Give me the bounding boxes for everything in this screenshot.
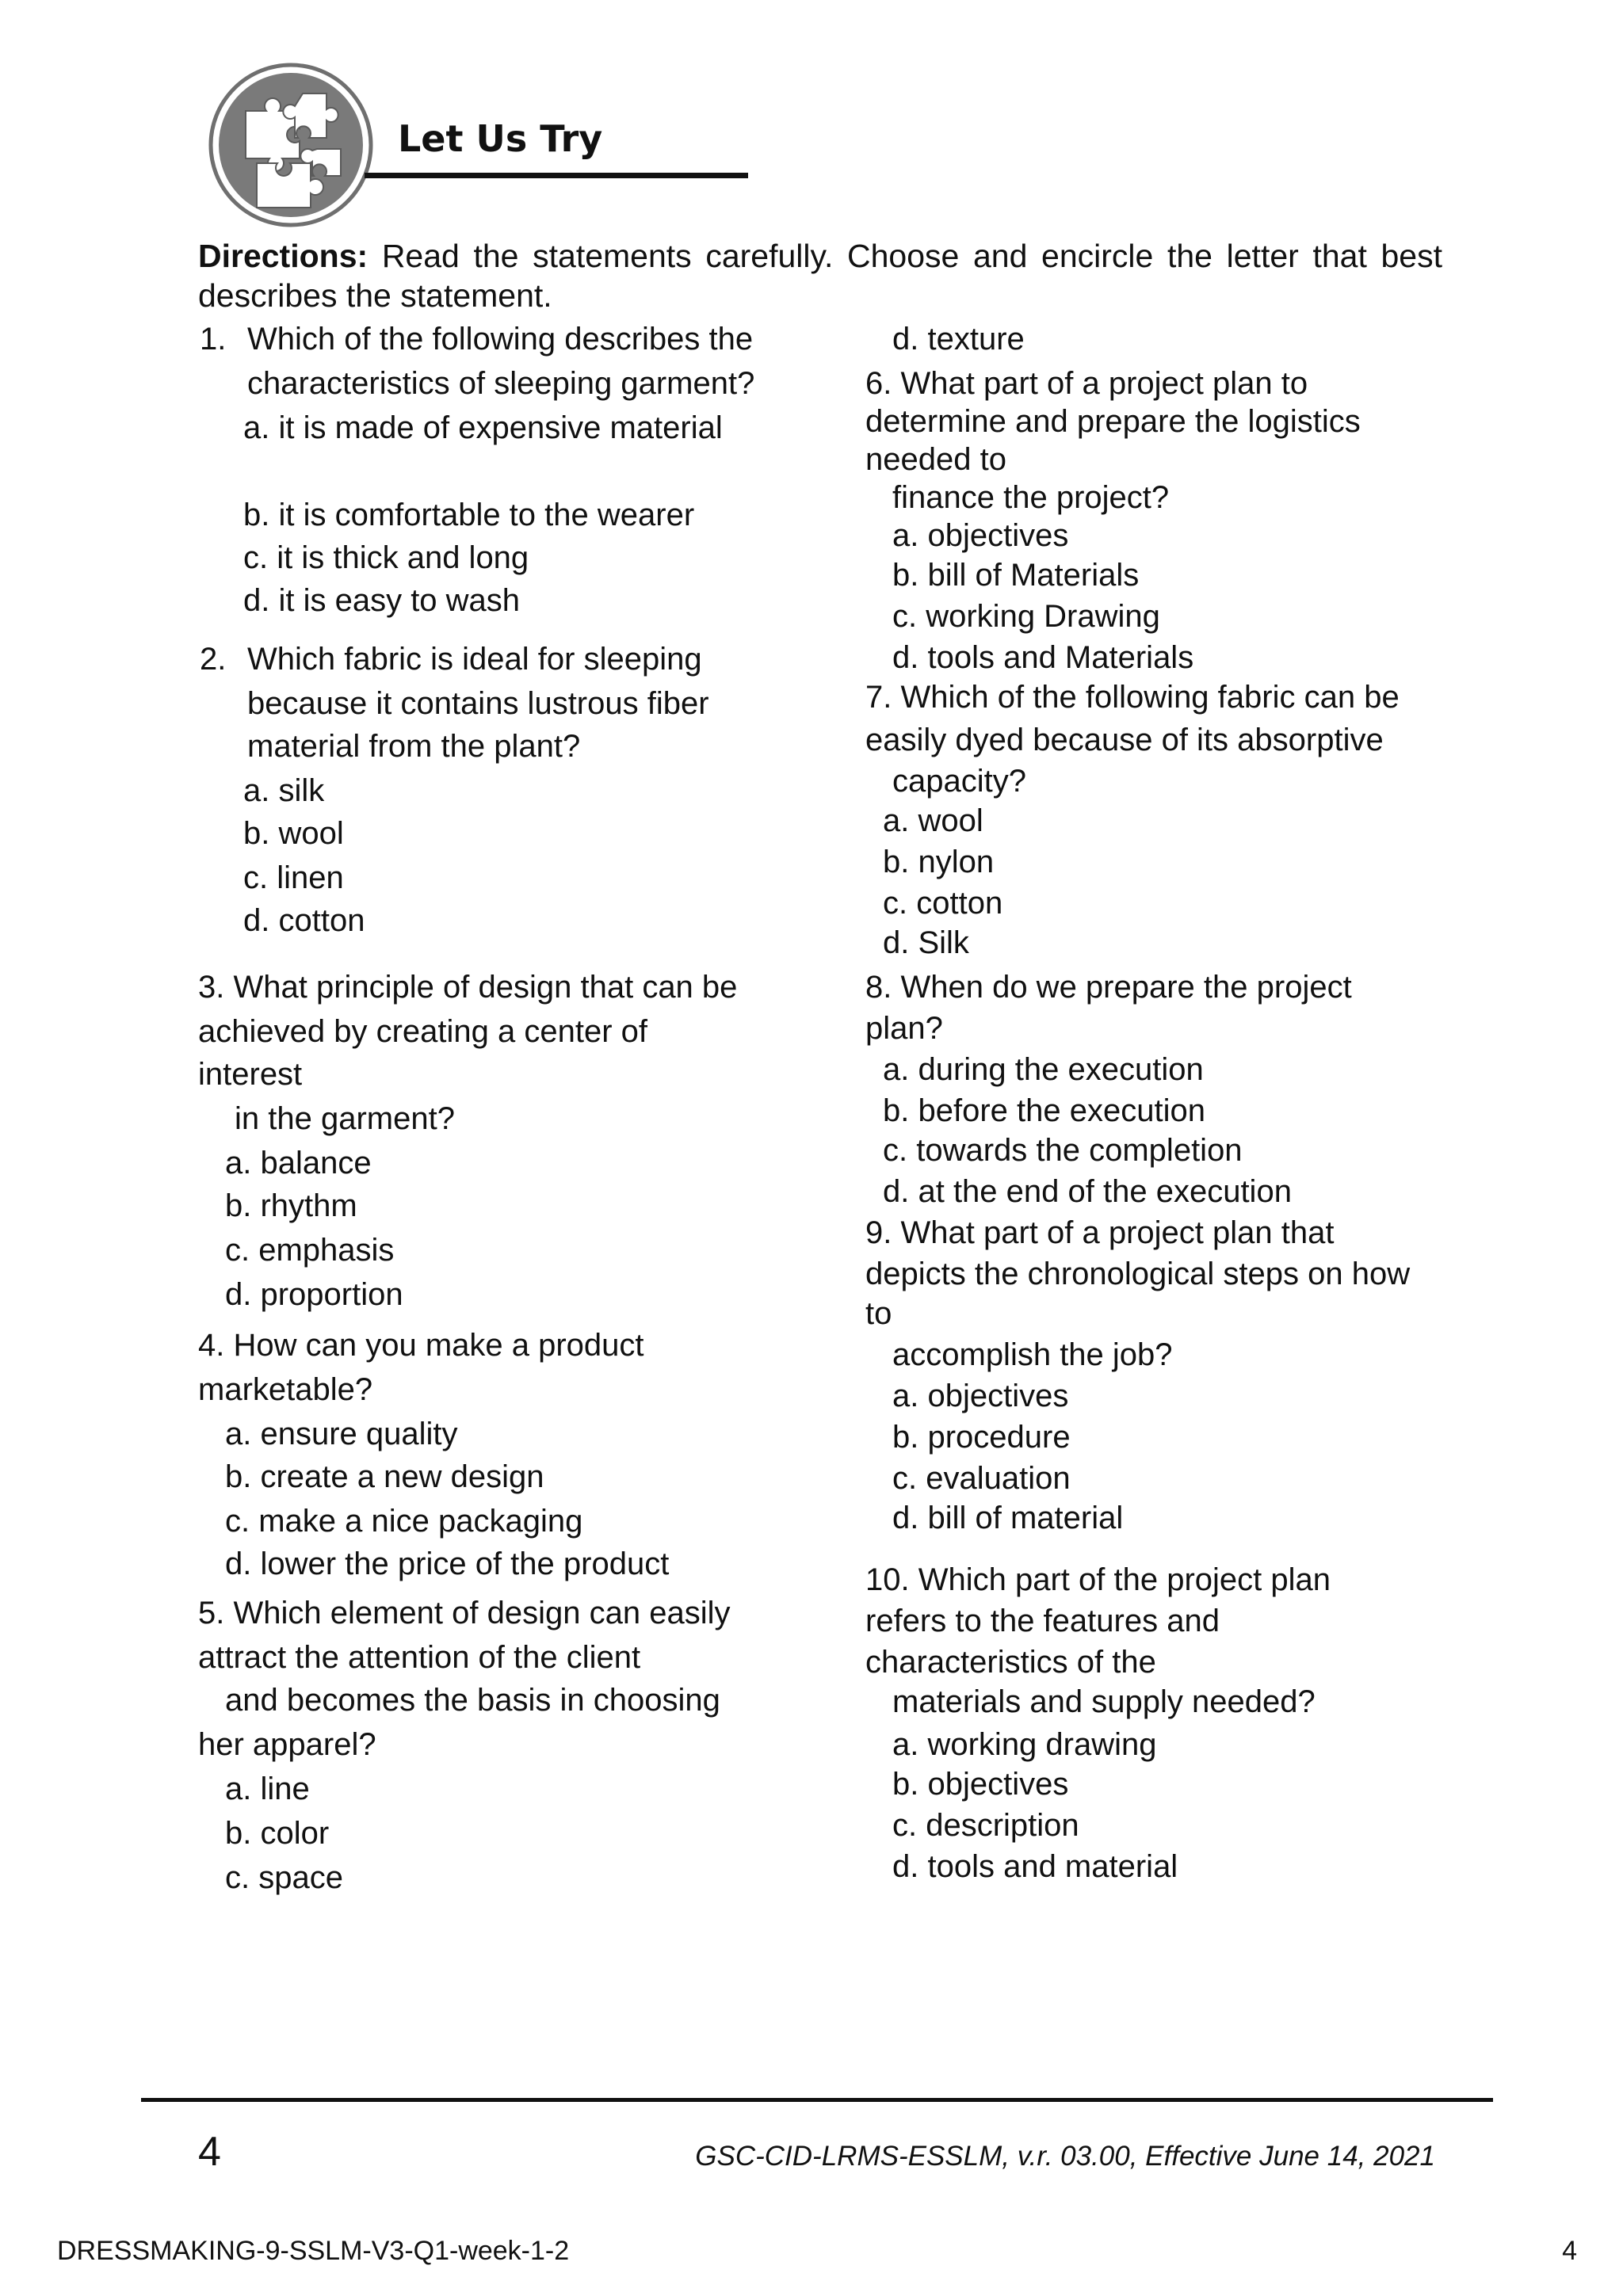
question-2-text: because it contains lustrous fiber (247, 686, 709, 721)
document-id: DRESSMAKING-9-SSLM-V3-Q1-week-1-2 (57, 2236, 570, 2266)
question-9-text: to (865, 1296, 892, 1331)
question-10-option-c: c. description (892, 1808, 1079, 1843)
question-5-option-d: d. texture (892, 322, 1025, 357)
question-5-option-a: a. line (225, 1772, 310, 1806)
question-2-option-b: b. wool (243, 816, 344, 851)
question-6-option-d: d. tools and Materials (892, 640, 1194, 675)
question-1-option-b: b. it is comfortable to the wearer (243, 498, 695, 532)
question-2-text: Which fabric is ideal for sleeping (247, 642, 702, 677)
question-5-text: 5. Which element of design can easily (198, 1596, 731, 1630)
question-1-option-a: a. it is made of expensive material (243, 410, 723, 445)
question-6-text: finance the project? (892, 480, 1170, 515)
question-5-text: and becomes the basis in choosing (225, 1683, 720, 1718)
question-7-option-a: a. wool (883, 803, 983, 838)
question-2-option-d: d. cotton (243, 903, 365, 938)
page-number: 4 (198, 2129, 221, 2175)
question-7-text: capacity? (892, 764, 1026, 799)
question-7-text: easily dyed because of its absorptive (865, 723, 1384, 757)
question-10-text: 10. Which part of the project plan (865, 1562, 1331, 1597)
question-10-text: refers to the features and (865, 1604, 1220, 1638)
question-8-text: 8. When do we prepare the project (865, 970, 1352, 1005)
question-9-option-a: a. objectives (892, 1379, 1069, 1413)
question-10-option-b: b. objectives (892, 1767, 1069, 1802)
question-1-number: 1. (200, 322, 227, 357)
question-5-option-b: b. color (225, 1816, 330, 1851)
question-8-option-a: a. during the execution (883, 1052, 1204, 1087)
directions-text: Read the statements carefully. Choose and encircle the letter that best describes the statement. (198, 238, 1442, 314)
footer-divider (141, 2098, 1493, 2102)
question-4-option-b: b. create a new design (225, 1459, 544, 1494)
page-count: 4 (1562, 2236, 1577, 2266)
question-10-text: characteristics of the (865, 1645, 1156, 1680)
question-8-text: plan? (865, 1011, 943, 1046)
question-8-option-b: b. before the execution (883, 1093, 1205, 1128)
question-3-option-b: b. rhythm (225, 1188, 357, 1223)
question-2-option-c: c. linen (243, 860, 344, 895)
question-3-option-d: d. proportion (225, 1277, 403, 1312)
puzzle-pieces-icon (208, 62, 374, 228)
question-9-text: 9. What part of a project plan that (865, 1215, 1335, 1250)
question-6-text: 6. What part of a project plan to (865, 366, 1308, 401)
question-10-text: materials and supply needed? (892, 1684, 1316, 1719)
question-6-option-b: b. bill of Materials (892, 558, 1140, 593)
question-5-text: her apparel? (198, 1727, 376, 1762)
question-9-text: accomplish the job? (892, 1337, 1173, 1372)
question-4-option-d: d. lower the price of the product (225, 1547, 670, 1581)
question-1-option-d: d. it is easy to wash (243, 583, 521, 618)
question-7-option-b: b. nylon (883, 845, 995, 879)
question-4-text: marketable? (198, 1372, 373, 1407)
question-9-text: depicts the chronological steps on how (865, 1257, 1411, 1291)
question-9-option-b: b. procedure (892, 1420, 1071, 1455)
title-underline (365, 173, 748, 178)
question-4-option-a: a. ensure quality (225, 1417, 458, 1451)
question-2-option-a: a. silk (243, 773, 325, 808)
question-3-text: achieved by creating a center of (198, 1014, 648, 1049)
question-3-text: 3. What principle of design that can be (198, 970, 738, 1005)
question-2-number: 2. (200, 642, 227, 677)
question-6-option-a: a. objectives (892, 518, 1069, 553)
question-7-text: 7. Which of the following fabric can be (865, 680, 1400, 715)
question-7-option-c: c. cotton (883, 886, 1003, 921)
question-3-option-c: c. emphasis (225, 1233, 395, 1268)
question-1-text: characteristics of sleeping garment? (247, 366, 755, 401)
question-1-option-c: c. it is thick and long (243, 540, 529, 575)
footer-code: GSC-CID-LRMS-ESSLM, v.r. 03.00, Effective June 14, 2021 (695, 2141, 1435, 2172)
question-6-text: needed to (865, 442, 1006, 477)
question-10-option-a: a. working drawing (892, 1727, 1157, 1762)
question-8-option-d: d. at the end of the execution (883, 1174, 1292, 1209)
question-6-option-c: c. working Drawing (892, 599, 1160, 634)
question-2-text: material from the plant? (247, 729, 581, 764)
question-6-text: determine and prepare the logistics (865, 404, 1361, 439)
question-4-option-c: c. make a nice packaging (225, 1504, 583, 1539)
question-7-option-d: d. Silk (883, 925, 969, 960)
question-4-text: 4. How can you make a product (198, 1328, 644, 1363)
section-title: Let Us Try (398, 117, 603, 160)
question-9-option-d: d. bill of material (892, 1501, 1124, 1535)
question-5-text: attract the attention of the client (198, 1640, 641, 1675)
question-9-option-c: c. evaluation (892, 1461, 1071, 1496)
question-3-text: in the garment? (235, 1101, 455, 1136)
question-3-text: interest (198, 1057, 303, 1092)
directions (198, 236, 1442, 315)
question-5-option-c: c. space (225, 1860, 343, 1895)
question-8-option-c: c. towards the completion (883, 1133, 1243, 1168)
directions-label: Directions: (198, 238, 369, 274)
question-1-text: Which of the following describes the (247, 322, 754, 357)
question-10-option-d: d. tools and material (892, 1849, 1178, 1884)
question-3-option-a: a. balance (225, 1146, 372, 1180)
